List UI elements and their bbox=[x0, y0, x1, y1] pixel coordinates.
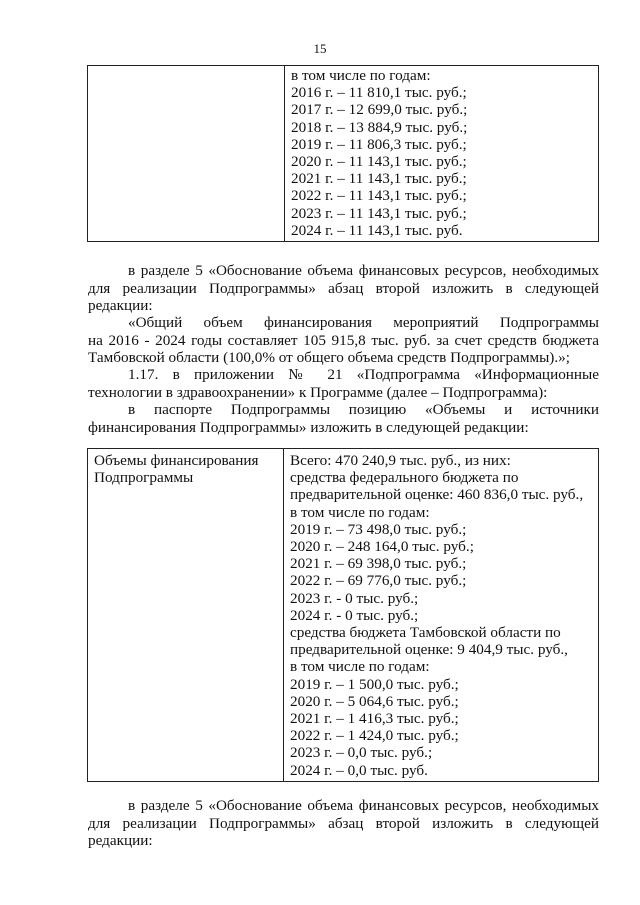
table-line: в том числе по годам: bbox=[290, 658, 430, 676]
table-line: 2021 г. – 11 143,1 тыс. руб.; bbox=[291, 170, 467, 188]
table-cell-empty bbox=[88, 66, 285, 242]
table-line: 2019 г. – 73 498,0 тыс. руб.; bbox=[290, 520, 467, 538]
table-line: 2019 г. – 11 806,3 тыс. руб.; bbox=[291, 135, 467, 153]
table-line: 2023 г. - 0 тыс. руб.; bbox=[290, 589, 419, 607]
table-line: предварительной оценке: 9 404,9 тыс. руб., bbox=[290, 641, 568, 659]
paragraph-line: Тамбовской области (100,0% от общего объема средств Подпрограммы).»; bbox=[88, 349, 570, 367]
table-line: средства федерального бюджета по bbox=[290, 469, 519, 487]
table-line: 2016 г. – 11 810,1 тыс. руб.; bbox=[291, 84, 467, 102]
table-line: 2020 г. – 5 064,6 тыс. руб.; bbox=[290, 692, 459, 710]
table-line: 2022 г. – 69 776,0 тыс. руб.; bbox=[290, 572, 467, 590]
paragraph-line: для реализации Подпрограммы» абзац второй изложить в следующей bbox=[88, 279, 599, 297]
paragraph-appendix-21 bbox=[88, 366, 599, 401]
table-line: 2023 г. – 11 143,1 тыс. руб.; bbox=[291, 204, 467, 222]
paragraph-line: технологии в здравоохранении» к Программе (далее – Подпрограмма): bbox=[88, 383, 548, 401]
paragraph-line: в разделе 5 «Обоснование объема финансовых ресурсов, необходимых bbox=[128, 797, 599, 814]
paragraph-line: финансирования Подпрограммы» изложить в следующей редакции: bbox=[88, 418, 529, 436]
table-line: 2020 г. – 248 164,0 тыс. руб.; bbox=[290, 538, 474, 556]
table-line: 2018 г. – 13 884,9 тыс. руб.; bbox=[291, 118, 468, 136]
table-line: 2017 г. – 12 699,0 тыс. руб.; bbox=[291, 101, 468, 119]
table-row bbox=[88, 449, 599, 782]
paragraph-section5-a bbox=[88, 262, 599, 315]
paragraph-line: редакции: bbox=[88, 297, 153, 315]
funding-sources-table bbox=[87, 448, 599, 782]
paragraph-passport bbox=[88, 401, 599, 436]
table-line: 2024 г. – 11 143,1 тыс. руб. bbox=[291, 221, 463, 239]
table-line: 2022 г. – 11 143,1 тыс. руб.; bbox=[291, 187, 467, 205]
paragraph-line: в разделе 5 «Обоснование объема финансовых ресурсов, необходимых bbox=[128, 262, 599, 279]
table-line: 2019 г. – 1 500,0 тыс. руб.; bbox=[290, 675, 459, 693]
table-line: 2024 г. – 0,0 тыс. руб. bbox=[290, 761, 428, 779]
table-line: 2021 г. – 1 416,3 тыс. руб.; bbox=[290, 710, 459, 728]
paragraph-line: на 2016 - 2024 годы составляет 105 915,8 тыс. руб. за счет средств бюджета bbox=[88, 331, 599, 349]
table-line: Всего: 470 240,9 тыс. руб., из них: bbox=[290, 452, 511, 469]
table-line: 2022 г. – 1 424,0 тыс. руб.; bbox=[290, 727, 459, 745]
funding-years-table bbox=[87, 65, 599, 242]
table-line: 2024 г. - 0 тыс. руб.; bbox=[290, 606, 419, 624]
table-line: в том числе по годам: bbox=[291, 67, 431, 84]
table-line: 2023 г. – 0,0 тыс. руб.; bbox=[290, 744, 433, 762]
table-line: предварительной оценке: 460 836,0 тыс. руб., bbox=[290, 486, 584, 504]
table-cell-label: Объемы финансирования Подпрограммы bbox=[88, 449, 284, 782]
paragraph-total-funding bbox=[88, 314, 599, 367]
paragraph-section5-b bbox=[88, 797, 599, 850]
table-line: в том числе по годам: bbox=[290, 503, 430, 521]
table-line: 2021 г. – 69 398,0 тыс. руб.; bbox=[290, 555, 467, 573]
table-row bbox=[88, 66, 599, 242]
page-number: 15 bbox=[313, 41, 327, 56]
table-line: 2020 г. – 11 143,1 тыс. руб.; bbox=[291, 153, 467, 171]
table-line: средства бюджета Тамбовской области по bbox=[290, 624, 561, 642]
paragraph-line: 1.17. в приложении № 21 «Подпрограмма «Информационные bbox=[128, 366, 599, 383]
paragraph-line: в паспорте Подпрограммы позицию «Объемы и источники bbox=[128, 401, 599, 418]
paragraph-line: «Общий объем финансирования мероприятий Подпрограммы bbox=[128, 314, 599, 331]
paragraph-line: редакции: bbox=[88, 832, 153, 850]
table-cell-years bbox=[285, 66, 599, 242]
paragraph-line: для реализации Подпрограммы» абзац второй изложить в следующей bbox=[88, 814, 599, 832]
table-cell-sources bbox=[284, 449, 599, 782]
